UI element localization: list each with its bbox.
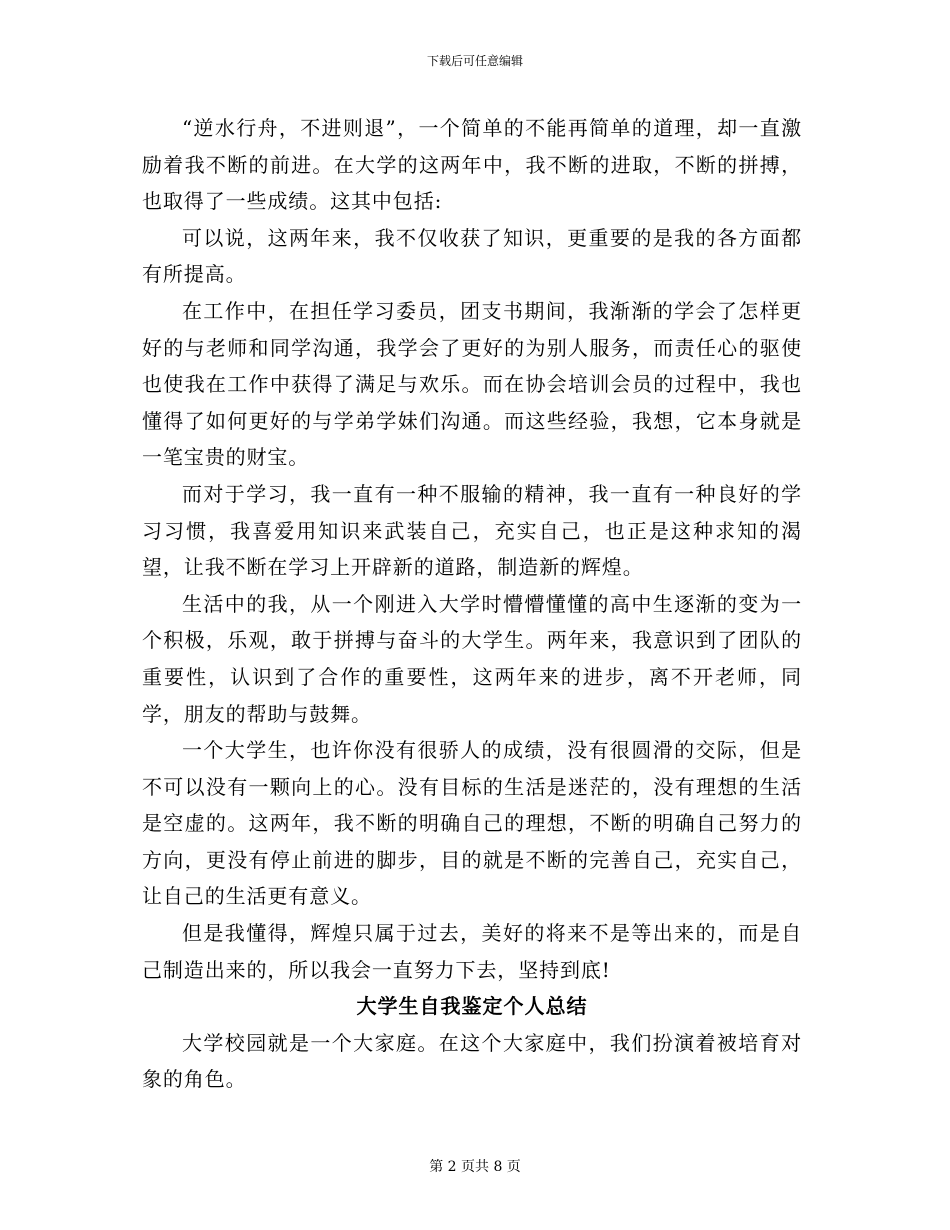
paragraph: 而对于学习，我一直有一种不服输的精神，我一直有一种良好的学习习惯，我喜爱用知识来武装自己，充实自己，也正是这种求知的渴望，让我不断在学习上开辟新的道路，制造新的辉煌。 — [142, 481, 802, 580]
page-number: 第 2 页共 8 页 — [429, 1159, 521, 1175]
document-body — [142, 110, 802, 1098]
paragraph: 大学校园就是一个大家庭。在这个大家庭中，我们扮演着被培育对象的角色。 — [142, 1030, 802, 1092]
page-header-note: 下载后可任意编辑 — [426, 54, 523, 68]
section-title: 大学生自我鉴定个人总结 — [356, 994, 588, 1019]
paragraph: 一个大学生，也许你没有很骄人的成绩，没有很圆滑的交际，但是不可以没有一颗向上的心。没有目标的生活是迷茫的，没有理想的生活是空虚的。这两年，我不断的明确自己的理想，不断的明确自己努力的方向，更没有停止前进的脚步，目的就是不断的完善自己，充实自己，让自己的生活更有意义。 — [142, 738, 802, 909]
paragraph: 生活中的我，从一个刚进入大学时懵懵懂懂的高中生逐渐的变为一个积极，乐观，敢于拼搏与奋斗的大学生。两年来，我意识到了团队的重要性，认识到了合作的重要性，这两年来的进步，离不开老师，同学，朋友的帮助与鼓舞。 — [142, 591, 802, 726]
paragraph: 但是我懂得，辉煌只属于过去，美好的将来不是等出来的，而是自己制造出来的，所以我会一直努力下去，坚持到底! — [142, 921, 802, 982]
paragraph: 可以说，这两年来，我不仅收获了知识，更重要的是我的各方面都有所提高。 — [142, 225, 802, 287]
paragraph: “逆水行舟，不进则退”，一个简单的不能再简单的道理，却一直激励着我不断的前进。在大学的这两年中，我不断的进取，不断的拼搏，也取得了一些成绩。这其中包括: — [142, 116, 802, 214]
paragraph: 在工作中，在担任学习委员，团支书期间，我渐渐的学会了怎样更好的与老师和同学沟通，我学会了更好的为别人服务，而责任心的驱使也使我在工作中获得了满足与欢乐。而在协会培训会员的过程中，我也懂得了如何更好的与学弟学妹们沟通。而这些经验，我想，它本身就是一笔宝贵的财宝。 — [142, 298, 802, 470]
